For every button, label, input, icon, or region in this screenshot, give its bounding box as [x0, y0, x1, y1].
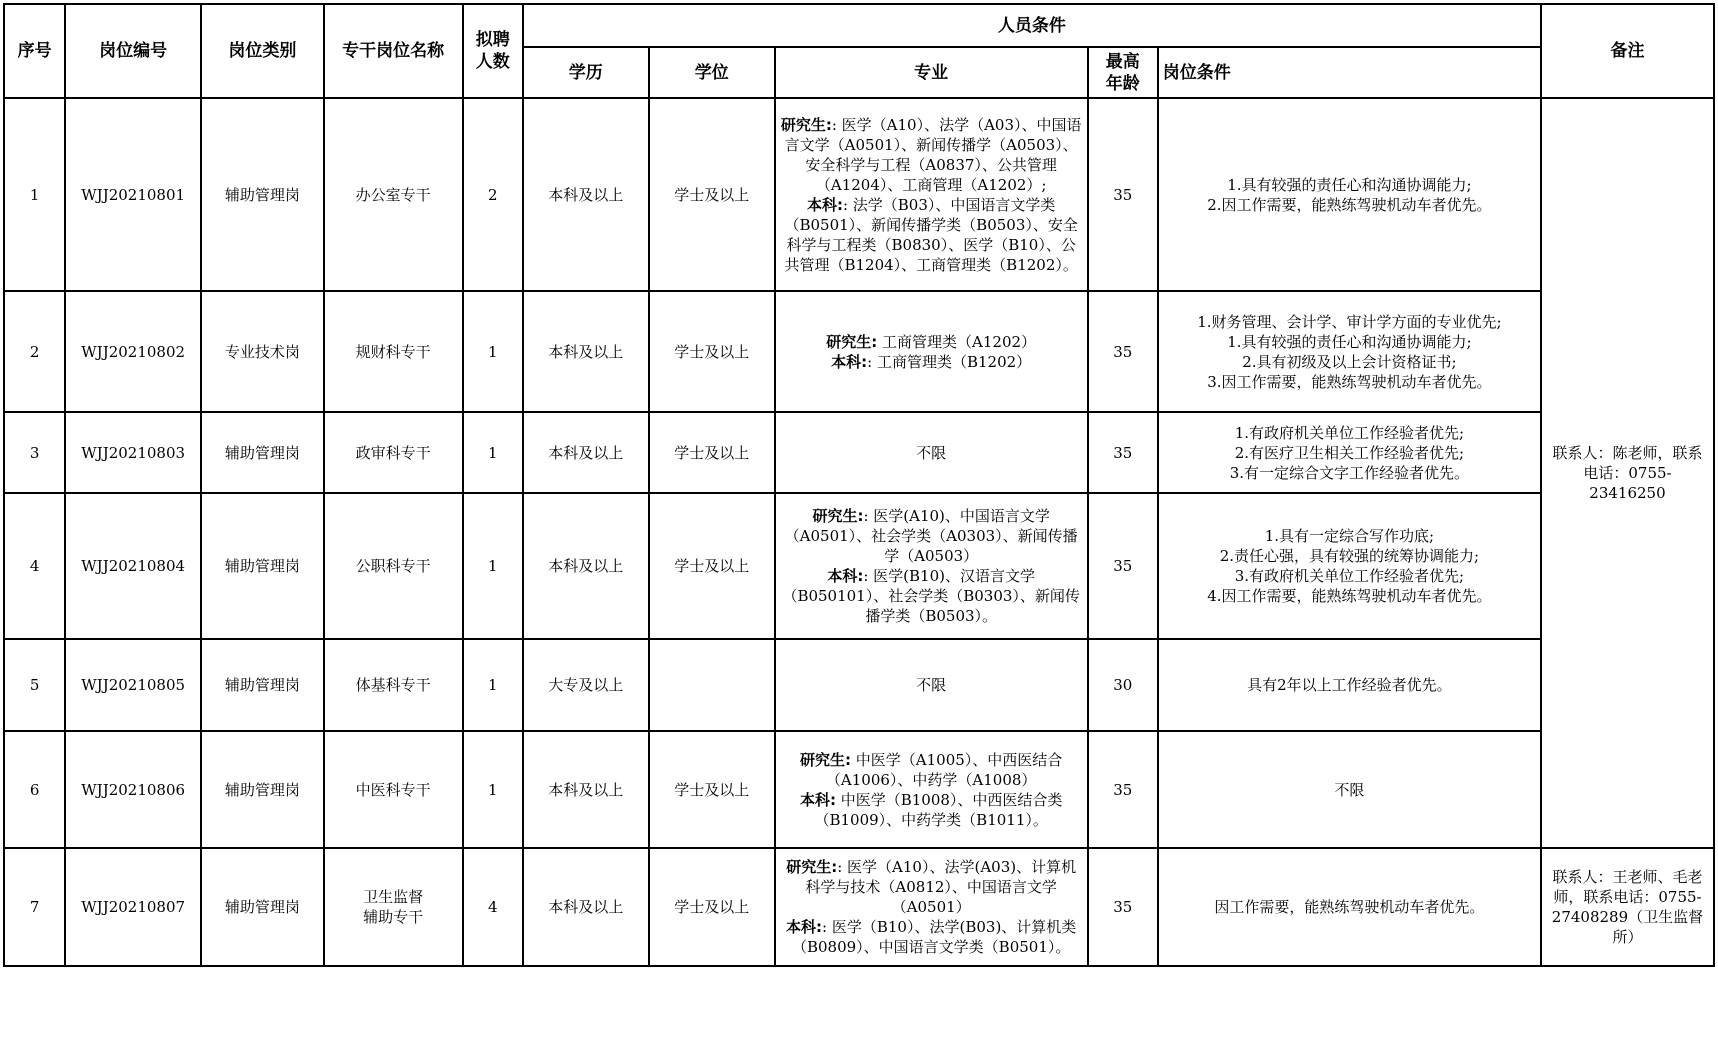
header-group: 人员条件 [523, 4, 1541, 47]
cell-remarks-contact-chen: 联系人：陈老师，联系电话：0755-23416250 [1541, 98, 1714, 848]
condition-item: 3.因工作需要，能熟练驾驶机动车者优先。 [1207, 372, 1492, 391]
cell-degree: 学士及以上 [649, 291, 775, 412]
table-row [4, 412, 1714, 493]
cell-count: 2 [463, 98, 523, 291]
major-list-text: : 工商管理类（B1202） [867, 352, 1032, 371]
cell-major [775, 291, 1088, 412]
cell-name [324, 848, 463, 966]
cell-name: 公职科专干 [324, 493, 463, 639]
major-level-label: 研究生: [780, 115, 832, 134]
header-age [1088, 47, 1158, 98]
cell-degree [649, 639, 775, 731]
major-entry [780, 790, 1083, 830]
condition-item: 因工作需要，能熟练驾驶机动车者优先。 [1214, 898, 1485, 916]
table-row [4, 848, 1714, 966]
cell-name: 政审科专干 [324, 412, 463, 493]
condition-item: 3.有政府机关单位工作经验者优先; [1234, 567, 1465, 585]
cell-conditions [1158, 291, 1541, 412]
cell-seq: 5 [4, 639, 65, 731]
header-remarks: 备注 [1541, 4, 1714, 98]
cell-major [775, 731, 1088, 848]
cell-conditions [1158, 639, 1541, 731]
cell-category: 辅助管理岗 [201, 493, 324, 639]
cell-seq: 3 [4, 412, 65, 493]
major-entry [780, 506, 1083, 566]
header-count-text: 拟聘人数 [475, 30, 510, 72]
cell-age: 35 [1088, 291, 1158, 412]
cell-major: 不限 [775, 412, 1088, 493]
major-entry [780, 566, 1083, 626]
cell-major [775, 493, 1088, 639]
major-list-text: 中医学（A1005）、中西医结合（A1006）、中药学（A1008） [825, 750, 1063, 789]
cell-conditions [1158, 412, 1541, 493]
cell-category: 辅助管理岗 [201, 639, 324, 731]
cell-code: WJJ20210804 [65, 493, 201, 639]
condition-item: 2.责任心强，具有较强的统筹协调能力; [1219, 547, 1480, 565]
cell-category: 辅助管理岗 [201, 412, 324, 493]
header-name: 专干岗位名称 [324, 4, 463, 98]
cell-education: 本科及以上 [523, 848, 649, 966]
major-entry [780, 857, 1083, 917]
cell-conditions [1158, 493, 1541, 639]
major-level-label: 研究生: [800, 750, 852, 769]
table-row [4, 731, 1714, 848]
cell-education: 本科及以上 [523, 291, 649, 412]
cell-category: 专业技术岗 [201, 291, 324, 412]
cell-conditions [1158, 731, 1541, 848]
cell-name: 规财科专干 [324, 291, 463, 412]
major-list-text: : 医学(A10)、中国语言文学（A0501）、社会学类（A0303）、新闻传播学（A0503） [784, 507, 1078, 565]
condition-item: 2.因工作需要，能熟练驾驶机动车者优先。 [1207, 195, 1492, 214]
major-entry [780, 195, 1083, 275]
cell-education: 本科及以上 [523, 493, 649, 639]
major-level-label: 本科: [806, 195, 843, 214]
cell-seq: 2 [4, 291, 65, 412]
cell-category: 辅助管理岗 [201, 731, 324, 848]
cell-age: 35 [1088, 412, 1158, 493]
condition-item: 1.有政府机关单位工作经验者优先; [1234, 423, 1465, 442]
cell-major: 不限 [775, 639, 1088, 731]
table-row [4, 493, 1714, 639]
header-row-top [4, 4, 1714, 47]
condition-item: 具有2年以上工作经验者优先。 [1247, 676, 1452, 694]
table-row [4, 639, 1714, 731]
cell-code: WJJ20210803 [65, 412, 201, 493]
major-level-label: 研究生: [826, 332, 878, 351]
cell-degree: 学士及以上 [649, 731, 775, 848]
major-list-text: : 医学（A10）、法学（A03）、中国语言文学（A0501）、新闻传播学（A0503）、安全科学与工程（A0837）、公共管理（A1204）、工商管理（A1202）; [784, 115, 1082, 194]
header-major: 专业 [775, 47, 1088, 98]
header-education: 学历 [523, 47, 649, 98]
condition-item: 2.具有初级及以上会计资格证书; [1242, 352, 1457, 371]
cell-seq: 4 [4, 493, 65, 639]
major-entry [780, 115, 1083, 195]
major-list-text: : 医学(B10)、汉语言文学（B050101）、社会学类（B0303）、新闻传播学类（B0503）。 [782, 567, 1080, 625]
cell-name: 体基科专干 [324, 639, 463, 731]
cell-degree: 学士及以上 [649, 412, 775, 493]
cell-count: 1 [463, 639, 523, 731]
cell-age: 35 [1088, 98, 1158, 291]
table-row [4, 98, 1714, 291]
cell-major [775, 848, 1088, 966]
cell-name: 办公室专干 [324, 98, 463, 291]
condition-item: 1.财务管理、会计学、审计学方面的专业优先; [1197, 312, 1502, 331]
major-list-text: : 医学（A10）、法学(A03)、计算机科学与技术（A0812）、中国语言文学（A0501） [805, 858, 1077, 916]
condition-item: 1.具有一定综合写作功底; [1264, 527, 1435, 545]
cell-code: WJJ20210802 [65, 291, 201, 412]
cell-education: 本科及以上 [523, 731, 649, 848]
major-entry [780, 352, 1083, 372]
cell-education: 本科及以上 [523, 412, 649, 493]
cell-code: WJJ20210806 [65, 731, 201, 848]
cell-age: 35 [1088, 493, 1158, 639]
cell-education: 大专及以上 [523, 639, 649, 731]
cell-conditions [1158, 98, 1541, 291]
cell-count: 1 [463, 412, 523, 493]
cell-degree: 学士及以上 [649, 493, 775, 639]
cell-seq: 6 [4, 731, 65, 848]
header-age-text: 最高年龄 [1105, 51, 1140, 94]
cell-seq: 7 [4, 848, 65, 966]
major-level-label: 本科: [831, 352, 868, 371]
major-entry [780, 917, 1083, 957]
cell-name: 中医科专干 [324, 731, 463, 848]
cell-code: WJJ20210807 [65, 848, 201, 966]
condition-item: 4.因工作需要，能熟练驾驶机动车者优先。 [1207, 587, 1492, 605]
cell-degree: 学士及以上 [649, 848, 775, 966]
cell-age: 35 [1088, 731, 1158, 848]
major-list-text: : 医学（B10）、法学(B03)、计算机类（B0809）、中国语言文学类（B0501）。 [791, 918, 1077, 956]
major-level-label: 研究生: [786, 858, 838, 876]
table-row [4, 291, 1714, 412]
header-count [463, 4, 523, 98]
major-entry [780, 750, 1083, 790]
cell-conditions [1158, 848, 1541, 966]
major-list-text: : 法学（B03）、中国语言文学类（B0501）、新闻传播学类（B0503）、安全科学与工程类（B0830）、医学（B10）、公共管理（B1204）、工商管理类（B1202）。 [784, 195, 1078, 274]
cell-education: 本科及以上 [523, 98, 649, 291]
condition-item: 3.有一定综合文字工作经验者优先。 [1229, 463, 1470, 482]
major-list-text: 中医学（B1008）、中西医结合类（B1009）、中药学类（B1011）。 [814, 790, 1063, 829]
major-level-label: 本科: [786, 918, 823, 936]
cell-major [775, 98, 1088, 291]
cell-age: 30 [1088, 639, 1158, 731]
cell-count: 1 [463, 731, 523, 848]
header-category: 岗位类别 [201, 4, 324, 98]
header-degree: 学位 [649, 47, 775, 98]
condition-item: 不限 [1334, 780, 1365, 799]
major-level-label: 本科: [827, 567, 864, 585]
cell-category: 辅助管理岗 [201, 98, 324, 291]
major-level-label: 研究生: [812, 507, 864, 525]
cell-count: 4 [463, 848, 523, 966]
cell-count: 1 [463, 291, 523, 412]
header-code: 岗位编号 [65, 4, 201, 98]
cell-remarks-contact-wang: 联系人：王老师、毛老师，联系电话：0755-27408289（卫生监督所） [1541, 848, 1714, 966]
recruitment-table [3, 3, 1715, 967]
condition-item: 2.有医疗卫生相关工作经验者优先; [1234, 443, 1465, 462]
cell-count: 1 [463, 493, 523, 639]
major-entry [780, 332, 1083, 352]
cell-category: 辅助管理岗 [201, 848, 324, 966]
major-list-text: 工商管理类（A1202） [877, 332, 1037, 351]
cell-code: WJJ20210805 [65, 639, 201, 731]
cell-age: 35 [1088, 848, 1158, 966]
cell-name-text: 卫生监督辅助专干 [363, 888, 424, 926]
cell-code: WJJ20210801 [65, 98, 201, 291]
condition-item: 1.具有较强的责任心和沟通协调能力; [1227, 332, 1472, 351]
header-conditions: 岗位条件 [1158, 47, 1541, 98]
cell-degree: 学士及以上 [649, 98, 775, 291]
condition-item: 1.具有较强的责任心和沟通协调能力; [1227, 175, 1472, 194]
header-seq: 序号 [4, 4, 65, 98]
major-level-label: 本科: [799, 790, 836, 809]
cell-seq: 1 [4, 98, 65, 291]
